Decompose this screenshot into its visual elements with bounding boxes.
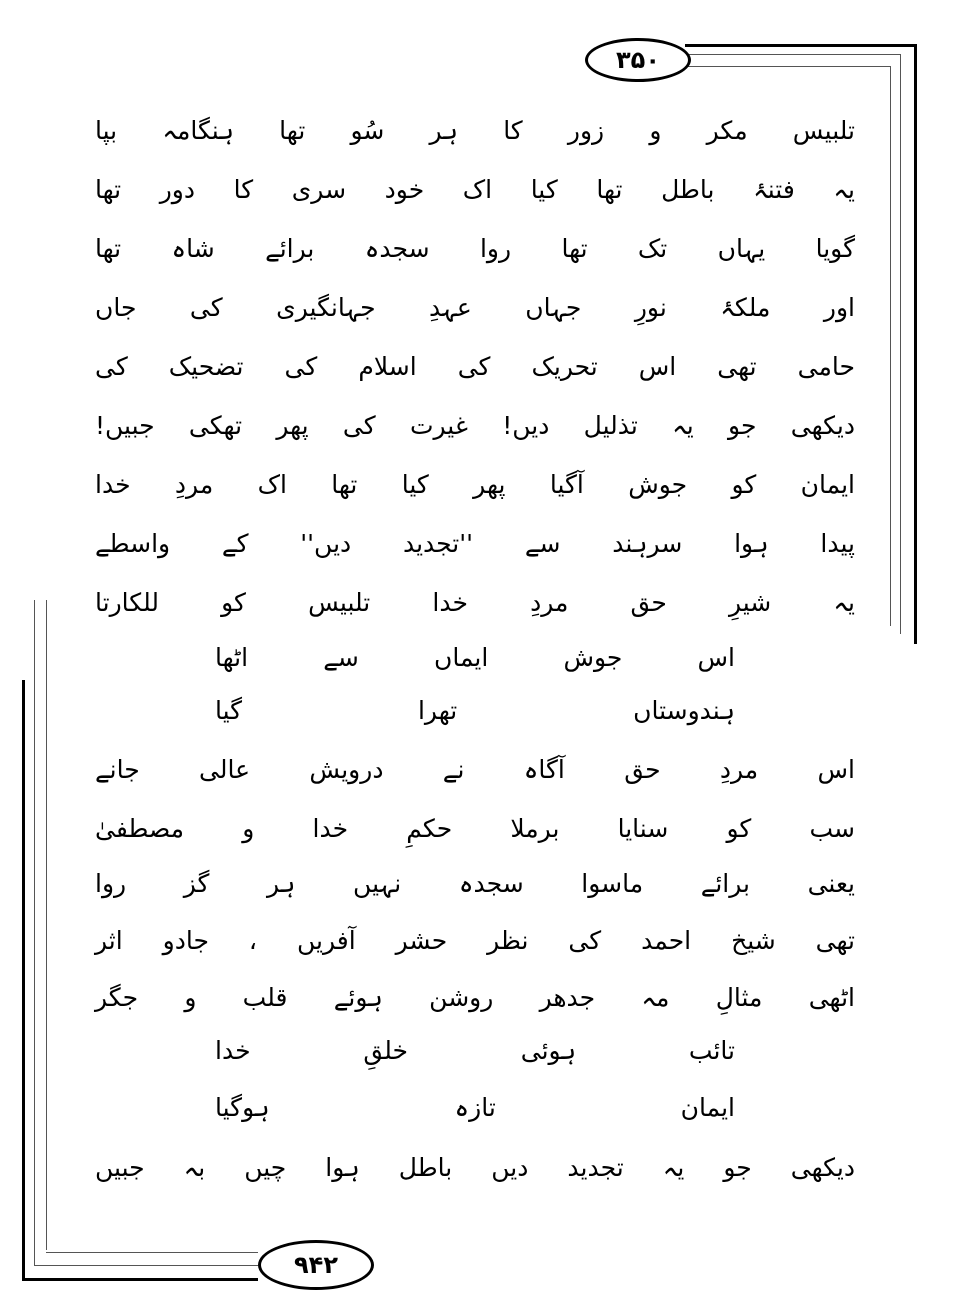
frame-bottom-rule-inner <box>34 1265 258 1266</box>
frame-bottom-rule <box>22 1278 258 1281</box>
verse-line-indented: اس جوش ایماں سے اٹھا <box>215 643 735 672</box>
frame-right-rule-inner <box>900 54 901 634</box>
verse-line: تلبیس مکر و زور کا ہر سُو تھا ہنگامہ بپا <box>95 116 855 145</box>
frame-top-rule-inner2 <box>685 66 890 67</box>
verse-line: حامی تھی اس تحریک کی اسلام کی تضحیک کی <box>95 352 855 381</box>
page-number-bottom: ۹۴۲ <box>258 1240 374 1290</box>
frame-bottom-rule-inner2 <box>46 1252 258 1253</box>
page-number-top: ۳۵۰ <box>585 38 691 82</box>
frame-top-rule <box>685 44 915 47</box>
frame-left-rule-inner2 <box>46 600 47 1250</box>
verse-line: تھی شیخ احمد کی نظر حشر آفریں ، جادو اثر <box>95 926 855 955</box>
verse-line: یہ فتنۂ باطل تھا کیا اک خود سری کا دور تھا <box>95 175 855 204</box>
verse-line: اٹھی مثالِ مہ جدھر روشن ہوئے قلب و جگر <box>95 983 855 1012</box>
frame-right-rule <box>914 44 917 644</box>
verse-line: سب کو سنایا برملا حکمِ خدا و مصطفیٰ <box>95 814 855 843</box>
frame-right-rule-inner2 <box>890 66 891 626</box>
verse-line-indented: ایمان تازہ ہوگیا <box>215 1093 735 1122</box>
verse-line: دیکھی جو یہ تجدید دیں باطل ہوا چیں بہ جبیں <box>95 1153 855 1182</box>
verse-line-indented: تائب ہوئی خلقِ خدا <box>215 1036 735 1065</box>
frame-left-rule-inner <box>34 600 35 1265</box>
verse-line-indented: ہندوستاں تھرا گیا <box>215 696 735 725</box>
verse-line: اور ملکۂ نورِ جہاں عہدِ جہانگیری کی جاں <box>95 293 855 322</box>
verse-line: پیدا ہوا سرہند سے ''تجدید دیں'' کے واسطے <box>95 529 855 558</box>
verse-line: ایمان کو جوش آگیا پھر کیا تھا اک مردِ خدا <box>95 470 855 499</box>
verse-line: یعنی برائے ماسوا سجدہ نہیں ہر گز روا <box>95 869 855 898</box>
verse-line: اس مردِ حق آگاہ نے درویش عالی جانے <box>95 755 855 784</box>
frame-top-rule-inner <box>685 54 900 55</box>
verse-line: دیکھی جو یہ تذلیل دیں! غیرت کی پھر تھکی جبیں! <box>95 411 855 440</box>
verse-line: یہ شیرِ حق مردِ خدا تلبیس کو للکارتا <box>95 588 855 617</box>
frame-left-rule <box>22 680 25 1280</box>
verse-line: گویا یہاں تک تھا روا سجدہ برائے شاہ تھا <box>95 234 855 263</box>
